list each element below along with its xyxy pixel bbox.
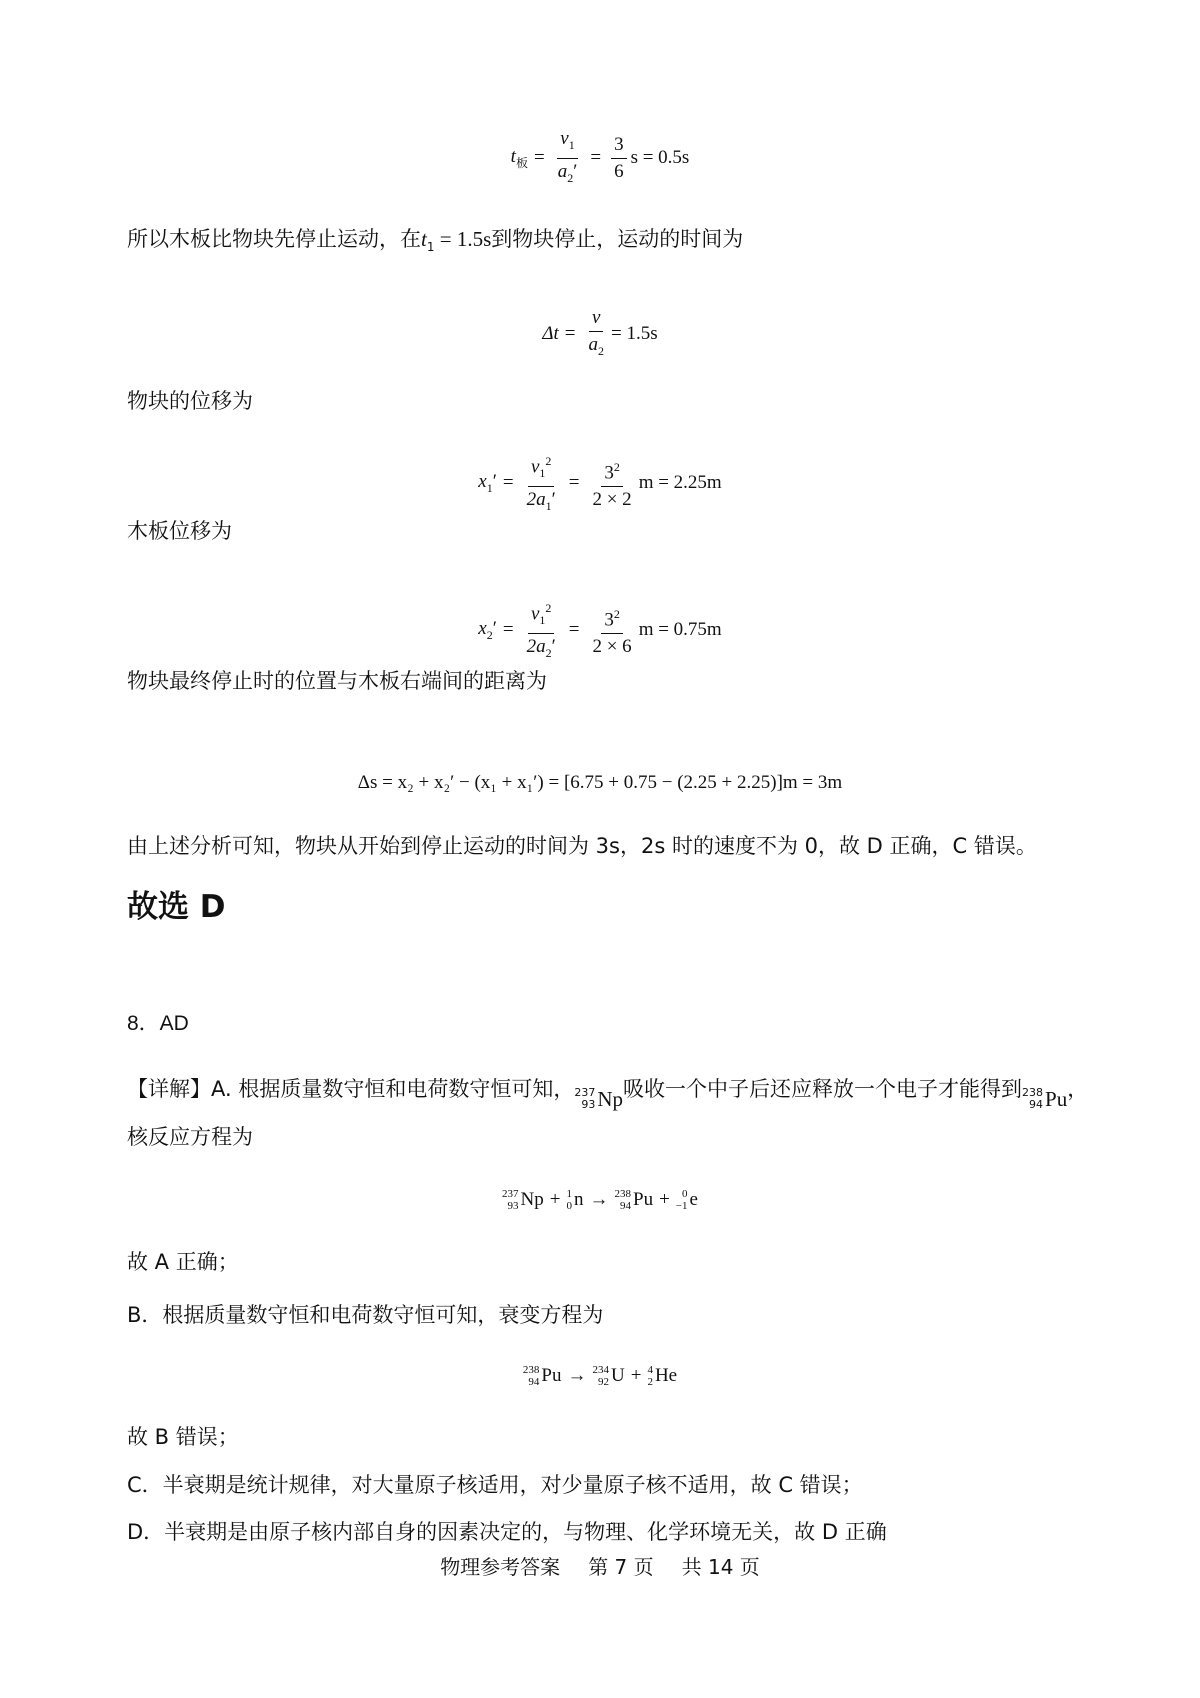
equation-x1	[0, 450, 1200, 517]
paragraph-5: 由上述分析可知，物块从开始到停止运动的时间为 3s，2s 时的速度不为 0，故 D 正确，C 错误。	[127, 834, 1037, 858]
eq-result: = 1.5s	[611, 323, 658, 345]
fraction: $\frac{3^2}{2 \times 2}$	[589, 456, 634, 511]
answer-b: B．根据质量数守恒和电荷数守恒可知，衰变方程为	[127, 1303, 604, 1327]
fraction	[555, 128, 581, 189]
prime-mark: ′	[492, 618, 497, 640]
eq-result: m = 0.75m	[638, 619, 722, 641]
equation-t-board	[0, 128, 1200, 189]
eq-sub: 板	[515, 155, 528, 170]
answer-d: D．半衰期是由原子核内部自身的因素决定的，与物理、化学环境无关，故 D 正确	[127, 1520, 887, 1544]
paragraph-2: 物块的位移为	[127, 389, 253, 413]
eq-var: t	[421, 227, 427, 251]
question-8-line-2: 核反应方程为	[127, 1125, 253, 1149]
equation-x2	[0, 597, 1200, 664]
eq-var: v	[530, 456, 540, 478]
eq-var: x	[478, 618, 487, 640]
fraction: $\frac{3^2}{2 \times 6}$	[589, 603, 634, 658]
eq-var: Δt	[542, 323, 559, 345]
page-footer	[0, 1553, 1200, 1581]
eq-sub: 2	[567, 170, 574, 185]
paragraph-1: 所以木板比物块先停止运动，在$t_1 = 1.5s$到物块停止，运动的时间为	[127, 227, 744, 255]
eq-op: =	[564, 323, 576, 345]
nuclide-neutron: 1 0 n	[566, 1188, 584, 1212]
eq-op: =	[568, 472, 580, 494]
equation-delta-t	[0, 307, 1200, 362]
eq-var: 2a	[526, 636, 546, 658]
eq-sub: 1	[568, 137, 575, 152]
answer-c: C．半衰期是统计规律，对大量原子核适用，对少量原子核不适用，故 C 错误；	[127, 1473, 863, 1497]
prime-mark: ′	[573, 160, 578, 182]
nuclide-np: 237 93 Np	[502, 1188, 544, 1212]
eq-result: s = 0.5s	[630, 147, 690, 169]
footer-title: 物理参考答案	[440, 1555, 561, 1579]
eq-var: a	[557, 160, 568, 182]
eq-sub: 2	[486, 627, 493, 642]
eq-var: a	[588, 334, 599, 355]
nuclide-pu: 238 94 Pu	[1022, 1086, 1068, 1111]
nuclide-pu: 238 94 Pu	[522, 1364, 562, 1388]
eq-var: v	[530, 603, 540, 625]
question-8-label: 8．AD	[127, 1012, 189, 1035]
eq-op: =	[533, 147, 545, 169]
nuclide-u: 234 92 U	[592, 1364, 625, 1388]
footer-page-total: 共 14 页	[681, 1555, 760, 1579]
eq-result: m = 2.25m	[638, 472, 722, 494]
nuclear-reaction-equation: 237 93 Np + 1 0 n → 238 94 Pu + 0 −1 e	[502, 1188, 698, 1212]
fraction	[586, 307, 608, 362]
fraction: $\frac{v_1^2}{2a_1'}$	[524, 450, 559, 517]
eq-sub: 1	[486, 480, 493, 495]
prime-mark: ′	[551, 636, 556, 658]
nuclide-pu: 238 94 Pu	[614, 1188, 654, 1212]
eq-op: =	[568, 619, 580, 641]
eq-op: =	[502, 619, 514, 641]
prime-mark: ′	[551, 489, 556, 511]
fraction: $\frac{v_1^2}{2a_2'}$	[524, 597, 559, 664]
eq-sub: 1	[426, 240, 435, 255]
decay-equation: 238 94 Pu → 234 92 U + 4 2 He	[522, 1364, 678, 1388]
nuclide-he: 4 2 He	[647, 1364, 678, 1388]
footer-page-number: 第 7 页	[588, 1555, 654, 1579]
eq-sub: 2	[598, 343, 605, 358]
eq-var: 2a	[526, 489, 546, 511]
nuclide-electron: 0 −1 e	[675, 1188, 698, 1212]
answer-heading: 故选 D	[127, 889, 226, 925]
eq-op: =	[502, 472, 514, 494]
nuclide-np: 237 93 Np	[574, 1086, 624, 1111]
eq-var: v	[592, 307, 601, 328]
equation-delta-s: Δs = x₂ + x₂′ − (x₁ + x₁′) = [6.75 + 0.75 − (2.25 + 2.25)]m = 3m	[357, 772, 843, 793]
fraction: $\frac{3}{6}$	[611, 134, 627, 183]
question-8-detail: 【详解】A. 根据质量数守恒和电荷数守恒可知， 237 93 Np 吸收一个中子后还应释放一个电子才能得到 238 94 Pu ，	[127, 1074, 1088, 1114]
eq-var: v	[560, 128, 569, 149]
prime-mark: ′	[492, 471, 497, 493]
answer-b-result: 故 B 错误；	[127, 1425, 239, 1449]
eq-var: t	[510, 145, 516, 167]
eq-var: x	[478, 471, 487, 493]
answer-a: 故 A 正确；	[127, 1250, 239, 1274]
eq-op: =	[590, 147, 602, 169]
paragraph-3: 木板位移为	[127, 519, 232, 543]
arrow-icon: →	[567, 1365, 587, 1386]
arrow-icon: →	[589, 1189, 609, 1210]
paragraph-4: 物块最终停止时的位置与木板右端间的距离为	[127, 669, 547, 693]
